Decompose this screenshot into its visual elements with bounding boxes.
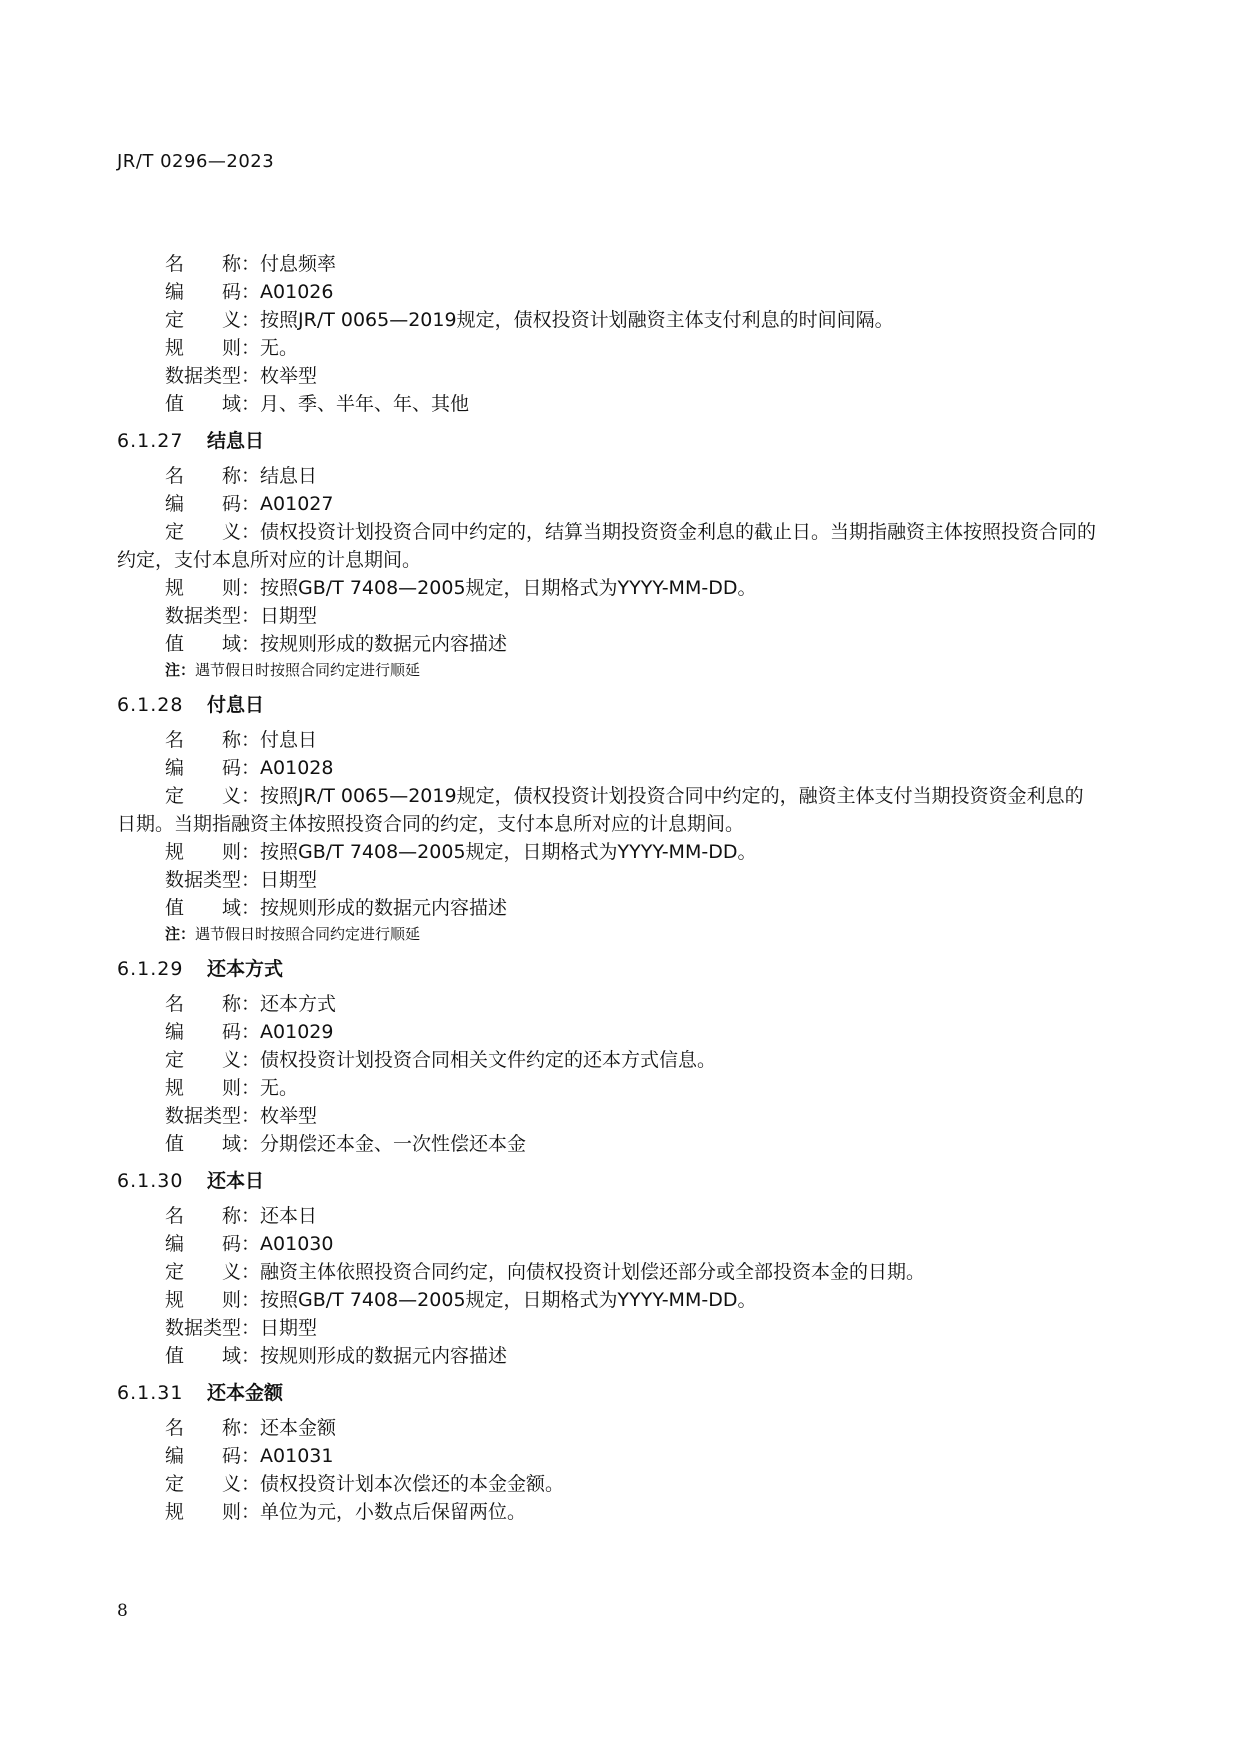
- field-label: 规 则：: [165, 1501, 261, 1523]
- field-label: 名 称：: [165, 1417, 261, 1439]
- field-value-domain: [117, 894, 1097, 922]
- field-label: 定 义：: [165, 309, 261, 331]
- field-rule: [117, 838, 1097, 866]
- field-label: 名 称：: [165, 729, 261, 751]
- field-value: A01030: [260, 1233, 334, 1255]
- field-name: [117, 1202, 1097, 1230]
- field-rule: [117, 1498, 1097, 1526]
- field-value-domain: [117, 630, 1097, 658]
- field-value: 按规则形成的数据元内容描述: [260, 633, 508, 655]
- field-value: 付息日: [260, 729, 318, 751]
- field-value: 结息日: [260, 465, 318, 487]
- field-value: 日期型: [260, 605, 318, 627]
- section-number: 6.1.29: [117, 958, 184, 980]
- section-heading: [117, 426, 1097, 456]
- field-label: 值 域：: [165, 897, 261, 919]
- element-block-intro: [117, 250, 1097, 418]
- field-label: 定 义：: [165, 1473, 261, 1495]
- note-label: 注：: [165, 925, 196, 943]
- field-label: 值 域：: [165, 393, 261, 415]
- field-label: 编 码：: [165, 1021, 261, 1043]
- field-value: A01028: [260, 757, 334, 779]
- field-label: 规 则：: [165, 1289, 261, 1311]
- field-data-type: [117, 1102, 1097, 1130]
- field-value: 分期偿还本金、一次性偿还本金: [260, 1133, 527, 1155]
- section-title: 还本方式: [207, 958, 284, 980]
- field-value: 按照JR/T 0065—2019规定，债权投资计划融资主体支付利息的时间间隔。: [260, 309, 894, 331]
- field-label: 编 码：: [165, 281, 261, 303]
- field-label: 规 则：: [165, 337, 261, 359]
- section-number: 6.1.28: [117, 694, 184, 716]
- field-definition: [117, 1470, 1097, 1498]
- note: [117, 922, 1097, 946]
- field-label: 数据类型：: [165, 605, 261, 627]
- field-label: 编 码：: [165, 757, 261, 779]
- field-label: 定 义：: [165, 521, 261, 543]
- field-definition: [117, 518, 1097, 574]
- section-title: 还本日: [207, 1170, 265, 1192]
- field-value-domain: [117, 1130, 1097, 1158]
- field-code: [117, 1230, 1097, 1258]
- field-data-type: [117, 866, 1097, 894]
- field-value: 按照GB/T 7408—2005规定，日期格式为YYYY-MM-DD。: [260, 577, 757, 599]
- field-code: [117, 1018, 1097, 1046]
- field-value: 枚举型: [260, 365, 318, 387]
- field-name: [117, 990, 1097, 1018]
- field-label: 数据类型：: [165, 869, 261, 891]
- section-6-1-29: [117, 954, 1097, 1158]
- note-text: 遇节假日时按照合同约定进行顺延: [195, 925, 421, 943]
- field-label: 名 称：: [165, 465, 261, 487]
- field-code: [117, 278, 1097, 306]
- document-id: JR/T 0296—2023: [117, 151, 275, 172]
- field-rule: [117, 334, 1097, 362]
- field-label: 名 称：: [165, 1205, 261, 1227]
- field-label: 值 域：: [165, 1133, 261, 1155]
- section-title: 付息日: [207, 694, 265, 716]
- field-definition: [117, 1046, 1097, 1074]
- section-title: 还本金额: [207, 1382, 284, 1404]
- section-6-1-31: [117, 1378, 1097, 1526]
- field-label: 值 域：: [165, 633, 261, 655]
- field-value: 无。: [260, 1077, 299, 1099]
- field-value: 还本方式: [260, 993, 337, 1015]
- field-label: 数据类型：: [165, 1105, 261, 1127]
- field-code: [117, 490, 1097, 518]
- field-value: 按照GB/T 7408—2005规定，日期格式为YYYY-MM-DD。: [260, 1289, 757, 1311]
- field-value: A01026: [260, 281, 334, 303]
- field-value: 日期型: [260, 1317, 318, 1339]
- section-title: 结息日: [207, 430, 265, 452]
- note: [117, 658, 1097, 682]
- section-6-1-27: [117, 426, 1097, 682]
- field-code: [117, 1442, 1097, 1470]
- page-number: 8: [117, 1601, 128, 1621]
- field-value: 债权投资计划投资合同中约定的，结算当期投资资金利息的截止日。当期指融资主体按照投资合同的约定，支付本息所对应的计息期间。: [117, 521, 1097, 571]
- field-value: A01029: [260, 1021, 334, 1043]
- field-definition: [117, 782, 1097, 838]
- field-label: 定 义：: [165, 1261, 261, 1283]
- field-name: [117, 462, 1097, 490]
- note-label: 注：: [165, 661, 196, 679]
- field-label: 数据类型：: [165, 1317, 261, 1339]
- field-data-type: [117, 362, 1097, 390]
- field-data-type: [117, 1314, 1097, 1342]
- field-value: 融资主体依照投资合同约定，向债权投资计划偿还部分或全部投资本金的日期。: [260, 1261, 926, 1283]
- field-label: 定 义：: [165, 1049, 261, 1071]
- field-label: 编 码：: [165, 1233, 261, 1255]
- section-heading: [117, 954, 1097, 984]
- field-value: 无。: [260, 337, 299, 359]
- field-value: 债权投资计划投资合同相关文件约定的还本方式信息。: [260, 1049, 717, 1071]
- field-definition: [117, 1258, 1097, 1286]
- field-label: 规 则：: [165, 1077, 261, 1099]
- field-label: 编 码：: [165, 1445, 261, 1467]
- field-name: [117, 1414, 1097, 1442]
- field-value: 日期型: [260, 869, 318, 891]
- section-6-1-30: [117, 1166, 1097, 1370]
- field-value: 按规则形成的数据元内容描述: [260, 1345, 508, 1367]
- field-label: 编 码：: [165, 493, 261, 515]
- field-data-type: [117, 602, 1097, 630]
- section-6-1-28: [117, 690, 1097, 946]
- field-value: 枚举型: [260, 1105, 318, 1127]
- field-label: 规 则：: [165, 841, 261, 863]
- field-label: 定 义：: [165, 785, 261, 807]
- section-heading: [117, 1166, 1097, 1196]
- field-label: 规 则：: [165, 577, 261, 599]
- section-heading: [117, 690, 1097, 720]
- section-number: 6.1.30: [117, 1170, 184, 1192]
- field-label: 名 称：: [165, 253, 261, 275]
- field-name: [117, 726, 1097, 754]
- section-number: 6.1.27: [117, 430, 184, 452]
- field-value: 付息频率: [260, 253, 337, 275]
- field-value: 单位为元，小数点后保留两位。: [260, 1501, 527, 1523]
- field-value: 按照JR/T 0065—2019规定，债权投资计划投资合同中约定的，融资主体支付当期投资资金利息的日期。当期指融资主体按照投资合同的约定，支付本息所对应的计息期间。: [117, 785, 1084, 835]
- field-label: 数据类型：: [165, 365, 261, 387]
- field-value-domain: [117, 390, 1097, 418]
- field-value-domain: [117, 1342, 1097, 1370]
- field-value: A01031: [260, 1445, 334, 1467]
- field-rule: [117, 1074, 1097, 1102]
- section-number: 6.1.31: [117, 1382, 184, 1404]
- field-value: A01027: [260, 493, 334, 515]
- field-name: [117, 250, 1097, 278]
- field-value: 月、季、半年、年、其他: [260, 393, 470, 415]
- field-label: 名 称：: [165, 993, 261, 1015]
- field-value: 还本金额: [260, 1417, 337, 1439]
- field-value: 按照GB/T 7408—2005规定，日期格式为YYYY-MM-DD。: [260, 841, 757, 863]
- note-text: 遇节假日时按照合同约定进行顺延: [195, 661, 421, 679]
- document-body: [117, 250, 1097, 1526]
- field-label: 值 域：: [165, 1345, 261, 1367]
- field-definition: [117, 306, 1097, 334]
- field-value: 还本日: [260, 1205, 318, 1227]
- field-rule: [117, 574, 1097, 602]
- field-rule: [117, 1286, 1097, 1314]
- section-heading: [117, 1378, 1097, 1408]
- field-value: 债权投资计划本次偿还的本金金额。: [260, 1473, 565, 1495]
- field-value: 按规则形成的数据元内容描述: [260, 897, 508, 919]
- field-code: [117, 754, 1097, 782]
